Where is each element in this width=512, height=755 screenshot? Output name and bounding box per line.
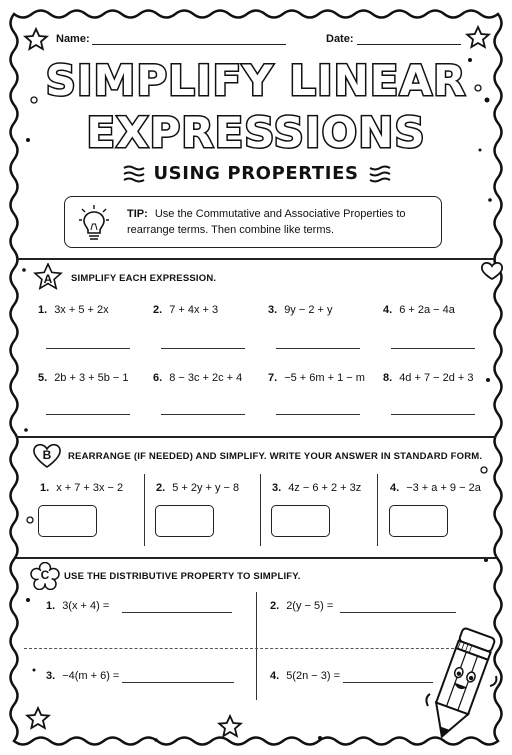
subtitle: USING PROPERTIES [153, 163, 359, 184]
star-icon [467, 27, 489, 47]
answer-line-a6[interactable] [161, 414, 245, 415]
date-field[interactable] [357, 44, 461, 45]
squiggle-right-icon [366, 164, 398, 184]
answer-line-c2[interactable] [340, 612, 456, 613]
section-a-problem-2: 2. 7 + 4x + 3 [153, 304, 219, 316]
answer-line-a2[interactable] [161, 348, 245, 349]
title-line-2: EXPRESSIONS [86, 108, 426, 157]
column-divider [377, 474, 378, 546]
column-divider [144, 474, 145, 546]
pencil-mascot-icon [420, 622, 502, 747]
tip-label: TIP: [127, 208, 148, 220]
column-divider [260, 474, 261, 546]
answer-line-a8[interactable] [391, 414, 475, 415]
section-a-problem-7: 7. −5 + 6m + 1 − m [268, 372, 365, 384]
column-divider [256, 592, 257, 700]
section-a-problem-5: 5. 2b + 3 + 5b − 1 [38, 372, 129, 384]
title-line-1: SIMPLIFY LINEAR [45, 56, 467, 105]
section-c-badge: C [40, 568, 50, 582]
star-icon [25, 29, 47, 49]
section-c-problem-2: 2. 2(y − 5) = [270, 600, 334, 612]
section-c-problem-4: 4. 5(2n − 3) = [270, 670, 341, 682]
row-divider [24, 648, 454, 649]
section-c-problem-3: 3. −4(m + 6) = [46, 670, 120, 682]
answer-box-b4[interactable] [389, 505, 448, 537]
section-a-badge: A [43, 272, 53, 286]
answer-box-b2[interactable] [155, 505, 214, 537]
answer-box-b3[interactable] [271, 505, 330, 537]
section-b-problem-1: 1. x + 7 + 3x − 2 [40, 482, 124, 494]
answer-line-a4[interactable] [391, 348, 475, 349]
name-label: Name: [56, 33, 90, 45]
answer-line-c3[interactable] [122, 682, 234, 683]
section-divider [16, 557, 496, 559]
section-a-problem-1: 1. 3x + 5 + 2x [38, 304, 109, 316]
section-a-problem-4: 4. 6 + 2a − 4a [383, 304, 455, 316]
section-a-problem-3: 3. 9y − 2 + y [268, 304, 333, 316]
section-divider [16, 258, 496, 260]
section-b-problem-4: 4. −3 + a + 9 − 2a [390, 482, 481, 494]
section-b-badge: B [42, 448, 52, 462]
star-icon [27, 708, 49, 728]
section-a-problem-8: 8. 4d + 7 − 2d + 3 [383, 372, 474, 384]
name-field[interactable] [92, 44, 286, 45]
answer-box-b1[interactable] [38, 505, 97, 537]
answer-line-c1[interactable] [122, 612, 232, 613]
section-a-title: SIMPLIFY EACH EXPRESSION. [71, 273, 217, 284]
answer-line-a1[interactable] [46, 348, 130, 349]
section-c-problem-1: 1. 3(x + 4) = [46, 600, 110, 612]
heart-icon [482, 263, 502, 279]
section-a-problem-6: 6. 8 − 3c + 2c + 4 [153, 372, 243, 384]
section-b-problem-3: 3. 4z − 6 + 2 + 3z [272, 482, 362, 494]
star-icon [219, 716, 241, 736]
tip-box [64, 196, 442, 248]
section-divider [16, 436, 496, 438]
answer-line-a5[interactable] [46, 414, 130, 415]
answer-line-a3[interactable] [276, 348, 360, 349]
answer-line-a7[interactable] [276, 414, 360, 415]
section-b-title: REARRANGE (IF NEEDED) AND SIMPLIFY. WRITE YOUR ANSWER IN STANDARD FORM. [68, 451, 483, 462]
tip-text-line-1: Use the Commutative and Associative Properties to [154, 208, 406, 220]
lightbulb-icon [77, 203, 111, 243]
section-c-title: USE THE DISTRIBUTIVE PROPERTY TO SIMPLIFY. [64, 571, 301, 582]
section-b-problem-2: 2. 5 + 2y + y − 8 [156, 482, 240, 494]
date-label: Date: [326, 33, 354, 45]
tip-text-line-2: rearrange terms. Then combine like terms. [127, 224, 335, 236]
